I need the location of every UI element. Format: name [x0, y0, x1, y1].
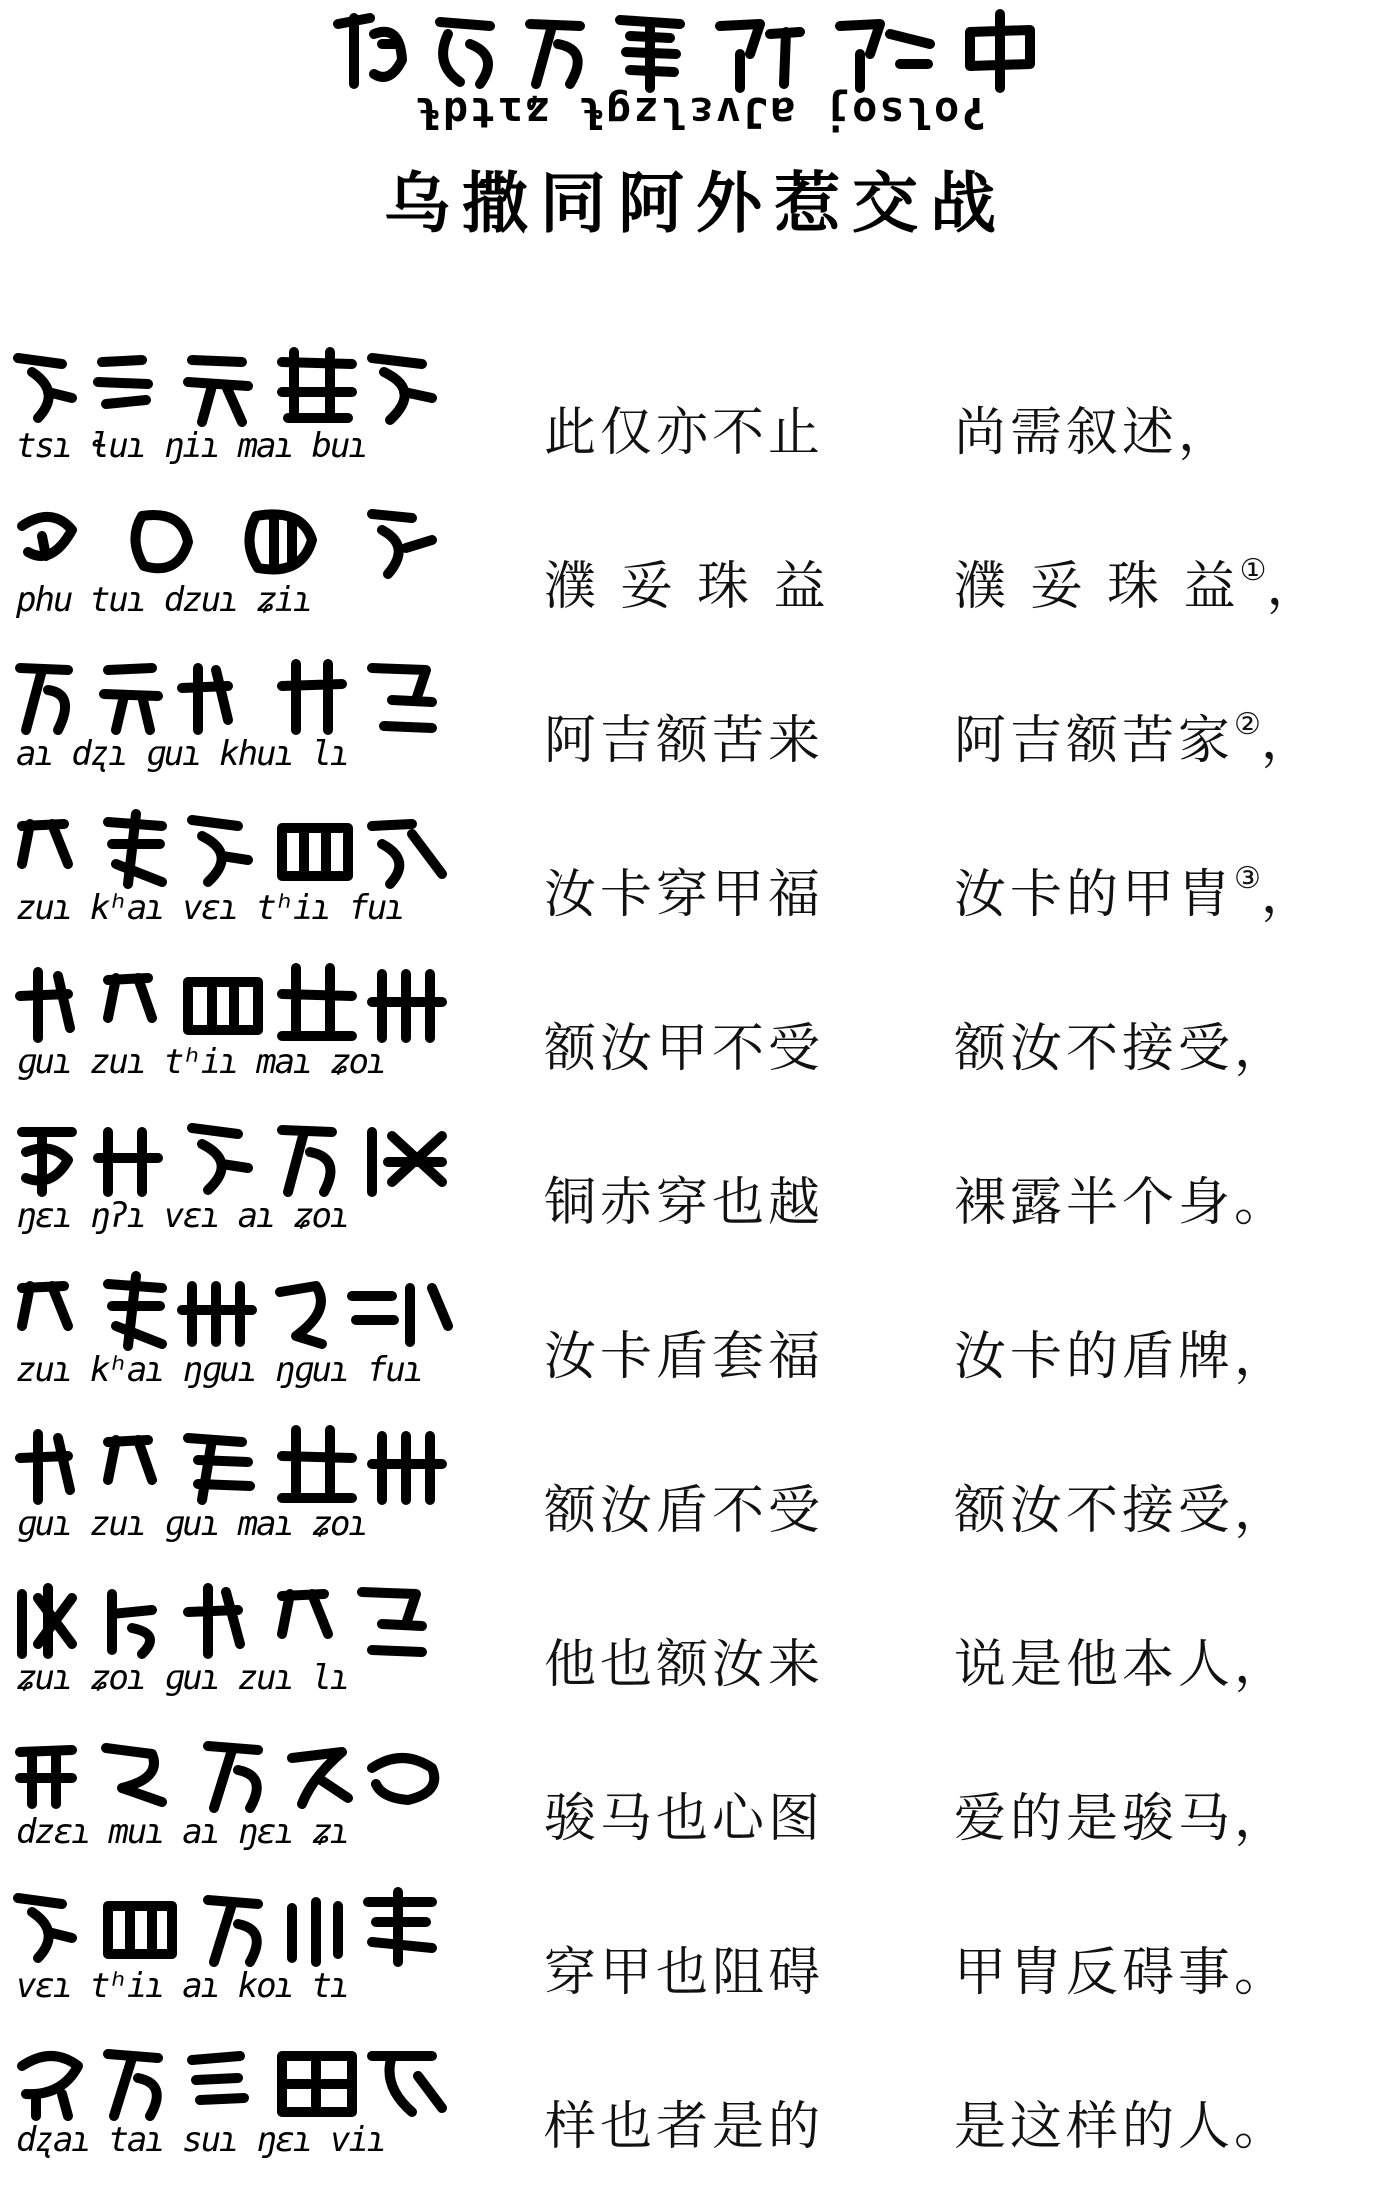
verse-row [0, 1416, 1392, 1570]
free-translation-punct: ， [1260, 865, 1317, 925]
verse-row [0, 646, 1392, 800]
verse-row [0, 338, 1392, 492]
native-glyphs [12, 342, 462, 430]
free-translation: 尚需叙述， [954, 403, 1235, 463]
native-glyphs [12, 804, 462, 892]
literal-translation: 额汝盾不受 [544, 1481, 825, 1541]
free-translation: 甲胄反碍事。 [954, 1943, 1291, 2003]
free-translation-punct: ， [1260, 711, 1317, 771]
verse-romanization: phu tuɿ dzuɿ ʑiɿ [16, 580, 312, 620]
native-script-line [12, 2036, 462, 2176]
verse-romanization: tsɿ ɬuɿ ŋiɿ maɿ buɿ [16, 426, 367, 466]
free-translation: 汝卡的盾牌， [954, 1327, 1291, 1387]
free-translation: 额汝不接受， [954, 1481, 1291, 1541]
free-translation-text: 阿吉额苦家 [954, 711, 1235, 771]
native-script-title [330, 4, 1050, 96]
native-script-line [12, 1882, 462, 2022]
verse-romanization: ŋɛɿ ŋʔɿ vɛɿ aɿ ʑoɿ [16, 1196, 349, 1236]
literal-translation: 他也额汝来 [544, 1635, 825, 1695]
verse-row [0, 2032, 1392, 2186]
native-script-title-glyphs [330, 4, 1050, 96]
page-title: 乌撒同阿外惹交战 [384, 165, 1008, 242]
verse-row [0, 954, 1392, 1108]
verse-row [0, 800, 1392, 954]
literal-translation: 铜赤穿也越 [544, 1173, 825, 1233]
free-translation-text: 汝卡的甲胄 [954, 865, 1235, 925]
native-glyphs [12, 2036, 462, 2124]
native-glyphs [12, 1574, 462, 1662]
title-romanization: ʔolsoj aJvɛlzɡɬ ʑɿtdɬ [413, 88, 987, 137]
literal-translation: 此仅亦不止 [544, 403, 825, 463]
native-glyphs [12, 1882, 462, 1970]
verse-row [0, 1724, 1392, 1878]
verse-row [0, 1262, 1392, 1416]
native-script-line [12, 958, 462, 1098]
native-glyphs [12, 496, 462, 584]
native-script-line [12, 1112, 462, 1252]
literal-translation: 样也者是的 [544, 2097, 825, 2157]
free-translation: 额汝不接受， [954, 1019, 1291, 1079]
verse-list [0, 338, 1392, 2186]
free-translation [954, 852, 1317, 927]
literal-translation: 额汝甲不受 [544, 1019, 825, 1079]
header [0, 0, 1392, 270]
footnote-marker: ③ [1234, 861, 1261, 896]
native-glyphs [12, 650, 462, 738]
native-glyphs [12, 1420, 462, 1508]
native-script-line [12, 342, 462, 482]
native-script-line [12, 1574, 462, 1714]
literal-translation: 汝卡穿甲福 [544, 865, 825, 925]
literal-translation: 骏马也心图 [544, 1789, 825, 1849]
literal-translation: 濮 妥 珠 益 [544, 557, 830, 617]
footnote-marker: ① [1239, 553, 1267, 588]
verse-romanization: vɛɿ tʰiɿ aɿ koɿ tɿ [16, 1966, 349, 2006]
free-translation-text: 濮 妥 珠 益 [954, 557, 1240, 617]
verse-row [0, 492, 1392, 646]
native-glyphs [12, 1112, 462, 1200]
native-glyphs [12, 1266, 462, 1354]
literal-translation: 穿甲也阻碍 [544, 1943, 825, 2003]
native-script-line [12, 1266, 462, 1406]
verse-romanization: ɡuɿ zuɿ ɡuɿ maɿ ʑoɿ [16, 1504, 367, 1544]
native-script-line [12, 650, 462, 790]
native-glyphs [12, 958, 462, 1046]
verse-romanization: dzɛɿ muɿ aɿ ŋɛɿ ʑɿ [16, 1812, 349, 1852]
literal-translation: 阿吉额苦来 [544, 711, 825, 771]
verse-row [0, 1570, 1392, 1724]
native-script-line [12, 1420, 462, 1560]
native-script-line [12, 496, 462, 636]
native-script-line [12, 1728, 462, 1868]
free-translation: 裸露半个身。 [954, 1173, 1291, 1233]
verse-row [0, 1878, 1392, 2032]
free-translation-punct: ， [1266, 557, 1323, 617]
native-glyphs [12, 1728, 462, 1816]
literal-translation: 汝卡盾套福 [544, 1327, 825, 1387]
verse-romanization: zuɿ kʰaɿ vɛɿ tʰiɿ fuɿ [16, 888, 404, 928]
verse-romanization: aɿ dʐɿ ɡuɿ khuɿ lɿ [16, 734, 349, 774]
verse-romanization: ɡuɿ zuɿ tʰiɿ maɿ ʑoɿ [16, 1042, 386, 1082]
verse-row [0, 1108, 1392, 1262]
footnote-marker: ② [1234, 707, 1261, 742]
free-translation [954, 544, 1323, 619]
verse-romanization: ʑuɿ ʑoɿ ɡuɿ zuɿ lɿ [16, 1658, 349, 1698]
verse-romanization: zuɿ kʰaɿ ŋɡuɿ ŋɡuɿ fuɿ [16, 1350, 423, 1390]
free-translation: 说是他本人， [954, 1635, 1291, 1695]
free-translation: 是这样的人。 [954, 2097, 1291, 2157]
native-script-line [12, 804, 462, 944]
free-translation [954, 698, 1317, 773]
verse-romanization: dʐaɿ taɿ suɿ ŋɛɿ viɿ [16, 2120, 386, 2160]
free-translation: 爱的是骏马， [954, 1789, 1291, 1849]
